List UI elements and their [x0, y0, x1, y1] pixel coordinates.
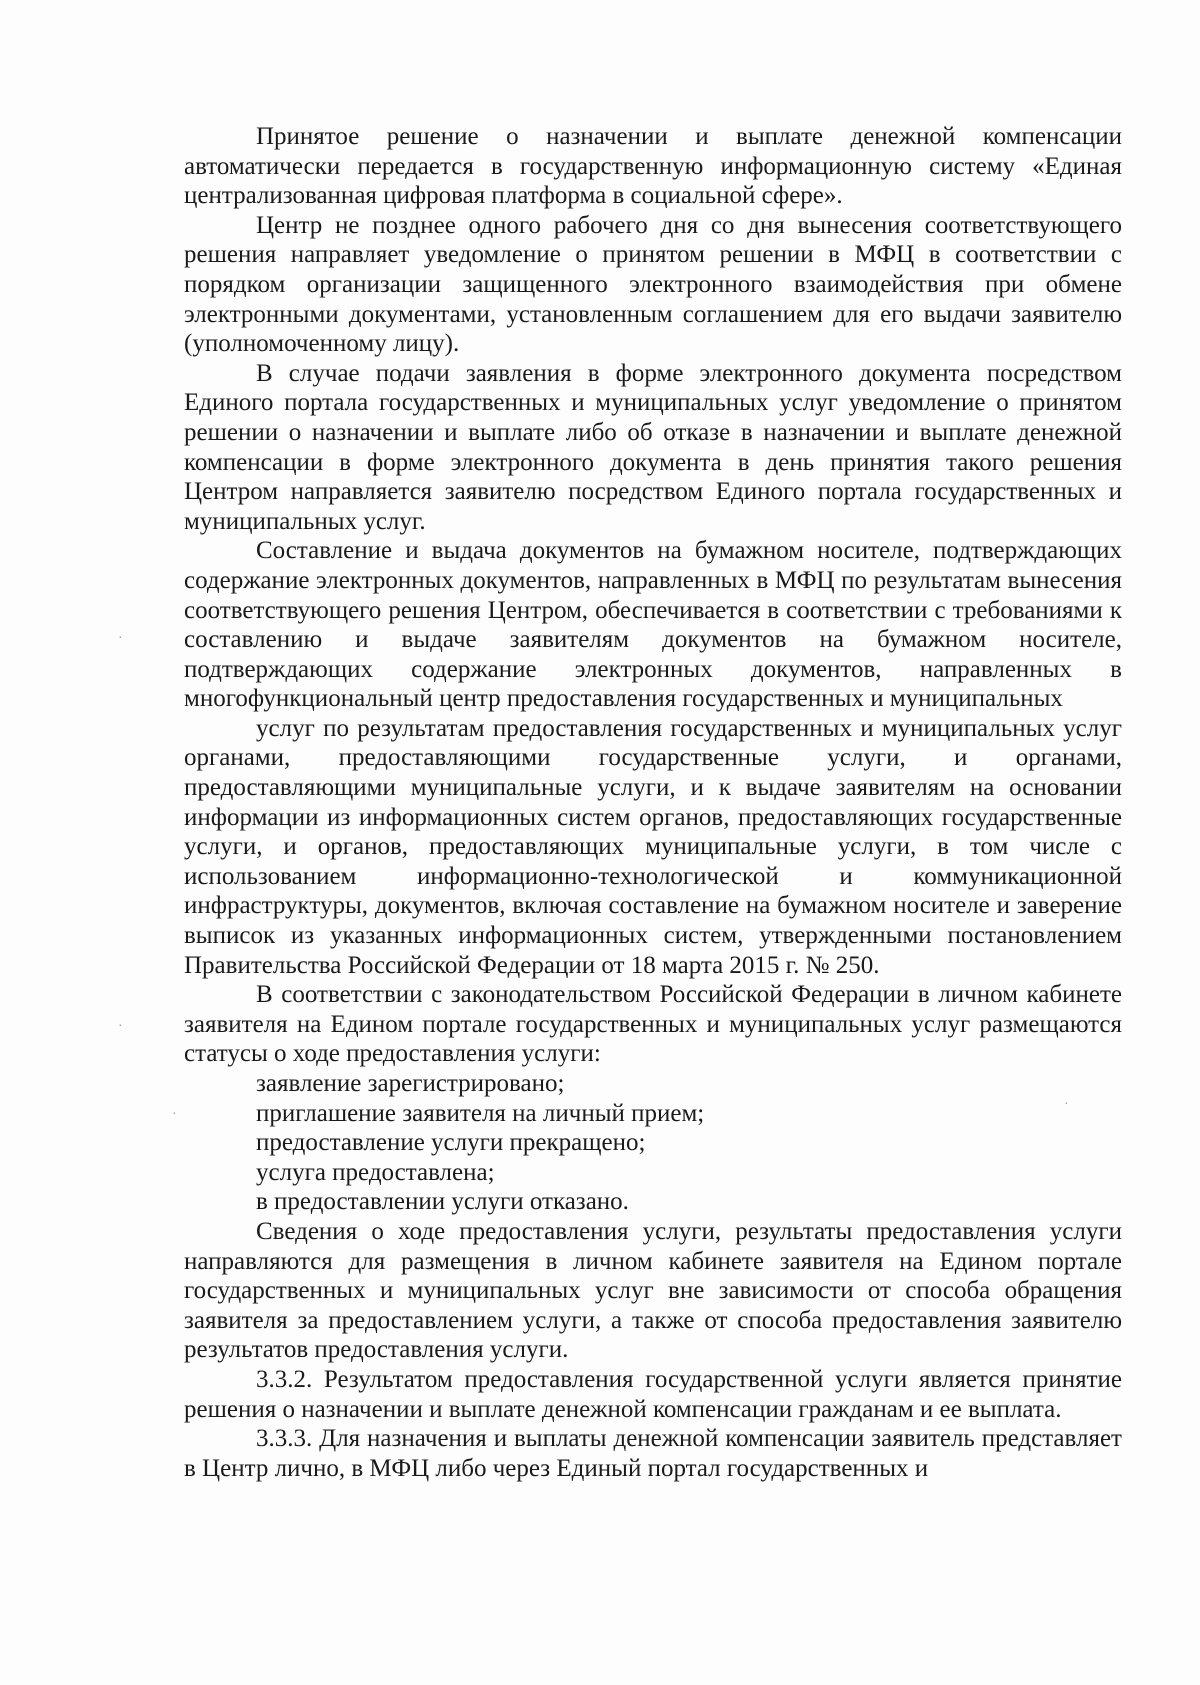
scan-speck: · [118, 631, 123, 646]
scan-speck: · [118, 1019, 123, 1034]
paragraph: 3.3.2. Результатом предоставления государственной услуги является принятие решения о назначении и выплате денежной компенсации гражданам и ее выплата. [184, 1365, 1122, 1423]
paragraph: Центр не позднее одного рабочего дня со дня вынесения соответствующего решения направляет уведомление о принятом решении в МФЦ в соответствии с порядком организации защищенного электронного взаимодействия при обмене электронными документами, установленным соглашением для его выдачи заявителю (уполномоченному лицу). [184, 211, 1122, 358]
scan-speck: · [1064, 1097, 1069, 1112]
scan-speck: · [172, 1107, 177, 1122]
paragraph: В соответствии с законодательством Российской Федерации в личном кабинете заявителя на Едином портале государственных и муниципальных услуг размещаются статусы о ходе предоставления услуги: [184, 981, 1122, 1068]
paragraph: 3.3.3. Для назначения и выплаты денежной компенсации заявитель представляет в Центр лично, в МФЦ либо через Единый портал государственных и [184, 1425, 1122, 1482]
status-item: приглашение заявителя на личный прием; [256, 1099, 705, 1127]
status-item: заявление зарегистрировано; [256, 1070, 565, 1097]
paragraph: Принятое решение о назначении и выплате денежной компенсации автоматически передается в государственную информационную систему «Единая централизованная цифровая платформа в социальной сфере». [184, 123, 1122, 210]
status-item: услуга предоставлена; [256, 1158, 495, 1186]
status-list [184, 1069, 1122, 1217]
status-item: в предоставлении услуги отказано. [256, 1188, 629, 1216]
paragraph: Сведения о ходе предоставления услуги, результаты предоставления услуги направляются для размещения в личном кабинете заявителя на Едином портале государственных и муниципальных услуг вне зависимости от способа обращения заявителя за предоставлением услуги, а также от способа предоставления заявителю результатов предоставления услуги. [184, 1217, 1122, 1364]
paragraph: В случае подачи заявления в форме электронного документа посредством Единого портала государственных и муниципальных услуг уведомление о принятом решении о назначении и выплате либо об отказе в назначении и выплате денежной компенсации в форме электронного документа в день принятия такого решения Центром направляется заявителю посредством Единого портала государственных и муниципальных услуг. [184, 359, 1122, 535]
document-body [184, 122, 1122, 1483]
paragraph: Составление и выдача документов на бумажном носителе, подтверждающих содержание электронных документов, направленных в МФЦ по результатам вынесения соответствующего решения Центром, обеспечивается в соответствии с требованиями к составлению и выдаче заявителям документов на бумажном носителе, подтверждающих содержание электронных документов, направленных в многофункциональный центр предоставления государственных и муниципальных [184, 537, 1122, 713]
status-item: предоставление услуги прекращено; [256, 1129, 646, 1157]
paragraph: услуг по результатам предоставления государственных и муниципальных услуг органами, предоставляющими государственные услуги, и органами, предоставляющими муниципальные услуги, и к выдаче заявителям на основании информации из информационных систем органов, предоставляющих государственные услуги, и органов, предоставляющих муниципальные услуги, в том числе с использованием информационно-технологической и коммуникационной инфраструктуры, документов, включая составление на бумажном носителе и заверение выписок из указанных информационных систем, утвержденными постановлением Правительства Российской Федерации от 18 марта 2015 г. № 250. [184, 714, 1122, 979]
